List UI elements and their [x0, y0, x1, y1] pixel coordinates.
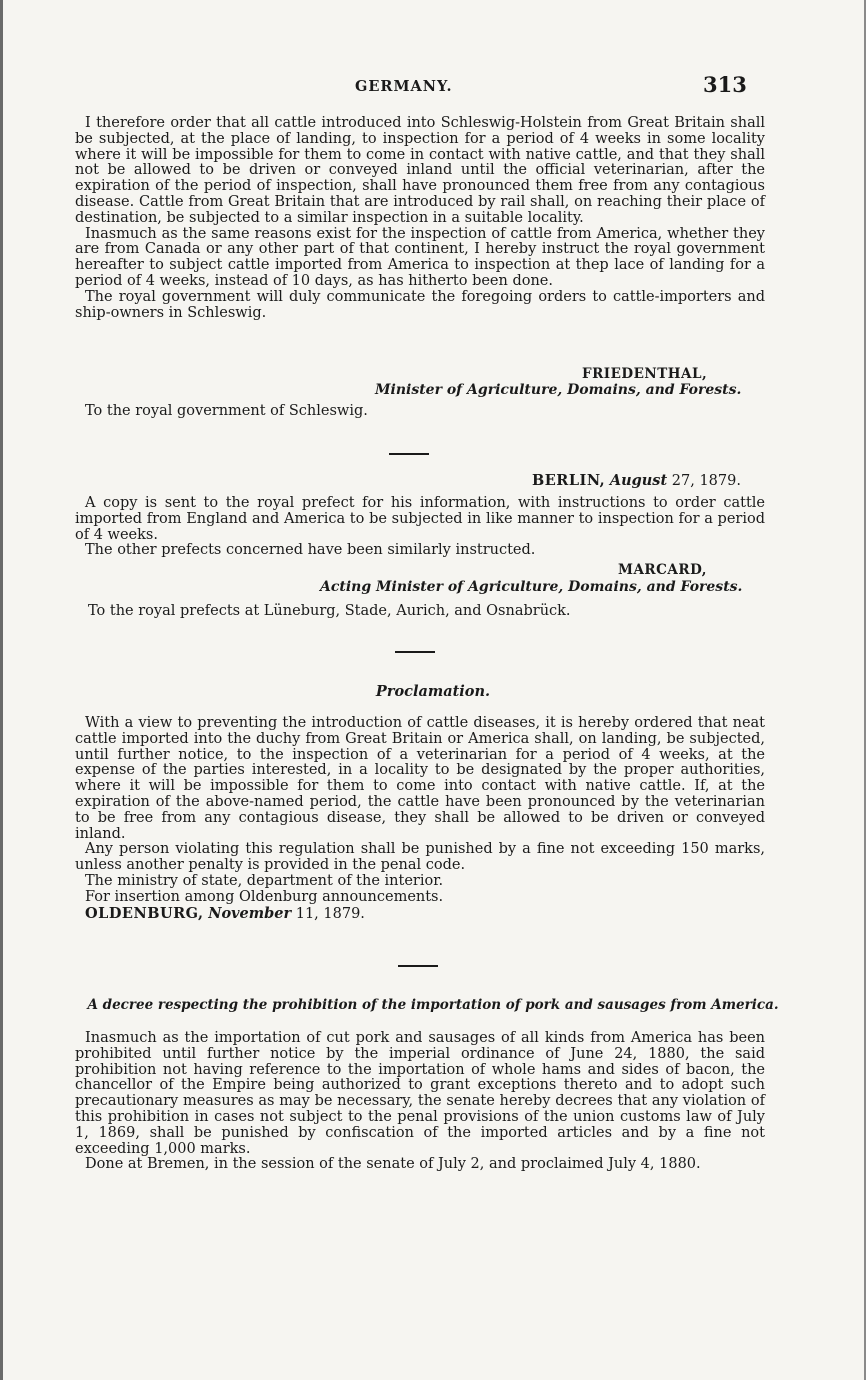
signature-title: Minister of Agriculture, Domains, and Forests.	[375, 382, 742, 398]
section-title: Proclamation.	[375, 683, 491, 700]
addressee: To the royal government of Schleswig.	[85, 403, 368, 419]
dateline-month: August	[609, 472, 668, 489]
section-2-body	[75, 496, 765, 559]
signature-name: FRIEDENTHAL,	[582, 366, 708, 382]
section-divider	[398, 965, 438, 967]
section-3-body	[75, 716, 765, 922]
page-number: 313	[703, 72, 747, 97]
paragraph: Any person violating this regulation shall be punished by a fine not exceeding 150 marks, unless another penalty is provided in the penal code.	[75, 841, 765, 874]
paragraph: For insertion among Oldenburg announcements.	[85, 888, 444, 905]
signature-name: MARCARD,	[618, 562, 708, 578]
section-title: A decree respecting the prohibition of the importation of pork and sausages from America.	[87, 997, 779, 1013]
running-head: GERMANY.	[355, 78, 453, 95]
section-divider	[389, 453, 429, 455]
paragraph: With a view to preventing the introduction of cattle diseases, it is hereby ordered that neat cattle imported into the duchy from Great Britain or America shall, on landing, be subjected, until further notice, to the inspection of a veterinarian for a period of 4 weeks, at the expense of the parties interested, in a locality to be designated by the proper authorities, where it will be impossible for them to come into contact with native cattle. If, at the expiration of the above-named period, the cattle have been pronounced by the veterinarian to be free from any contagious disease, they shall be allowed to be driven or conveyed inland.	[75, 715, 765, 842]
paragraph: The royal government will duly communicate the foregoing orders to cattle-importers and ship-owners in Schleswig.	[75, 288, 765, 321]
paragraph: A copy is sent to the royal prefect for his information, with instructions to order cattle imported from England and America to be subjected in like manner to inspection for a period of 4 weeks.	[75, 495, 765, 543]
signature-title: Acting Minister of Agriculture, Domains, and Forests.	[320, 579, 743, 595]
dateline-rest: 27, 1879.	[671, 473, 741, 489]
section-divider	[395, 651, 435, 653]
section-4-body	[75, 1031, 765, 1173]
section-1-body	[75, 116, 765, 321]
paragraph: Done at Bremen, in the session of the senate of July 2, and proclaimed July 4, 1880.	[85, 1156, 701, 1173]
dateline-place: BERLIN,	[532, 472, 606, 489]
paragraph: Inasmuch as the importation of cut pork and sausages of all kinds from America has been prohibited until further notice by the imperial ordinance of June 24, 1880, the said prohibition not having reference to the importation of whole hams and sides of bacon, the chancellor of the Empire being authorized to grant exceptions thereto and to adopt such precautionary measures as may be necessary, the senate hereby decrees that any violation of this prohibition in cases not subject to the penal provisions of the union customs law of July 1, 1869, shall be punished by confiscation of the imported articles and by a fine not exceeding 1,000 marks.	[75, 1030, 765, 1157]
dateline	[532, 472, 741, 489]
addressee: To the royal prefects at Lüneburg, Stade, Aurich, and Osnabrück.	[88, 603, 571, 619]
paragraph: The ministry of state, department of the interior.	[85, 872, 444, 889]
page-header	[0, 72, 866, 102]
paragraph: The other prefects concerned have been similarly instructed.	[85, 542, 536, 559]
dateline-place: OLDENBURG,	[85, 904, 204, 922]
dateline-rest: 11, 1879.	[295, 905, 365, 922]
paragraph: Inasmuch as the same reasons exist for the inspection of cattle from America, whether they are from Canada or any other part of that continent, I hereby instruct the royal government hereafter to subject cattle imported from America to inspection at thep lace of landing for a period of 4 weeks, instead of 10 days, as has hitherto been done.	[75, 225, 765, 289]
paragraph: I therefore order that all cattle introduced into Schleswig-Holstein from Great Britain shall be subjected, at the place of landing, to inspection for a period of 4 weeks in some locality where it will be impossible for them to come in contact with native cattle, and that they shall not be allowed to be driven or conveyed inland until the official veterinarian, after the expiration of the period of inspection, shall have pronounced them free from any contagious disease. Cattle from Great Britain that are introduced by rail shall, on reaching their place of destination, be subjected to a similar inspection in a suitable locality.	[75, 115, 765, 226]
dateline-month: November	[208, 904, 292, 922]
dateline	[75, 906, 765, 923]
